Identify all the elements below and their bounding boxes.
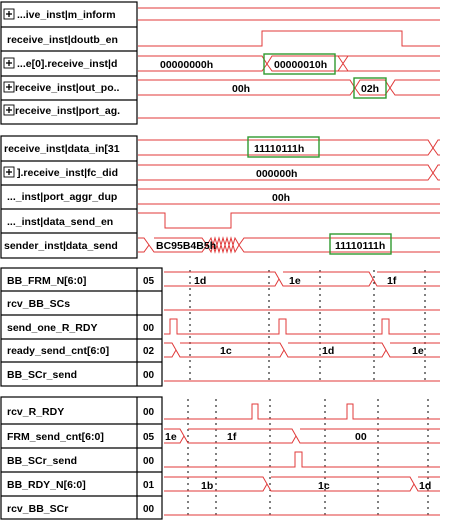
bus-value: 1b [201,480,214,492]
signal-label: ..._inst|port_aggr_dup [7,191,118,203]
bus-value: 1d [194,275,207,287]
signal-label: rcv_BB_SCr [7,503,69,515]
signal-label: BB_FRM_N[6:0] [7,275,87,287]
cursor-value: 02 [143,346,155,357]
bus-value: 00h [232,83,251,95]
cursor-value: 00 [143,456,155,467]
expand-toggle[interactable] [4,105,14,115]
bus-value: 00 [355,431,367,443]
cursor-value: 00 [143,504,155,515]
signal-label: sender_inst|data_send [4,240,118,252]
signal-label: receive_inst|doutb_en [7,34,118,46]
bus-value: 1f [387,275,397,287]
cursor-value: 05 [143,276,155,287]
expand-toggle[interactable] [4,9,14,19]
bus-value: 1d [322,345,335,357]
signal-label: BB_SCr_send [7,455,78,467]
cursor-value: 00 [143,323,155,334]
bus-value: 00000010h [274,59,328,71]
signal-label: receive_inst|data_in[31 [4,143,120,155]
expand-toggle[interactable] [4,82,14,92]
signal-label: ..._inst|data_send_en [7,216,114,228]
bus-value: 000000h [256,168,298,180]
signal-group-1 [1,2,440,124]
signal-label: ].receive_inst|fc_did [17,167,118,179]
cursor-value: 00 [143,407,155,418]
signal-label: ready_send_cnt[6:0] [7,345,110,357]
bus-value: BC95B4B5h [156,240,217,252]
cursor-value: 05 [143,432,155,443]
signal-label: rcv_R_RDY [7,406,65,418]
expand-toggle[interactable] [4,58,14,68]
bus-value: 1f [227,431,237,443]
signal-label: ...e[0].receive_inst|d [17,58,118,70]
bus-value: 1d [419,480,432,492]
bus-value: 1e [289,275,301,287]
bus-value: 1c [220,345,232,357]
signal-label: BB_SCr_send [7,369,78,381]
signal-label: receive_inst|port_ag. [15,105,121,117]
expand-toggle[interactable] [4,167,14,177]
signal-label: BB_RDY_N[6:0] [7,479,86,491]
signal-label: receive_inst|out_po.. [15,82,120,94]
signal-group-2 [1,136,440,258]
cursor-value: 01 [143,480,155,491]
signal-label: rcv_BB_SCs [7,298,71,310]
bus-value: 11110111h [335,240,386,252]
bus-value: 11110111h [254,143,305,155]
bus-value: 1c [318,480,330,492]
bus-value: 00h [272,192,291,204]
cursor-value: 00 [143,370,155,381]
signal-group-3 [1,268,440,386]
bus-value: 1e [412,345,424,357]
signal-label: FRM_send_cnt[6:0] [7,431,104,443]
signal-group-4 [1,397,440,519]
bus-value: 00000000h [160,59,214,71]
signal-label: ...ive_inst|m_inform [17,9,116,21]
bus-value: 1e [165,431,177,443]
bus-value: 02h [361,83,380,95]
signal-label: send_one_R_RDY [7,322,98,334]
